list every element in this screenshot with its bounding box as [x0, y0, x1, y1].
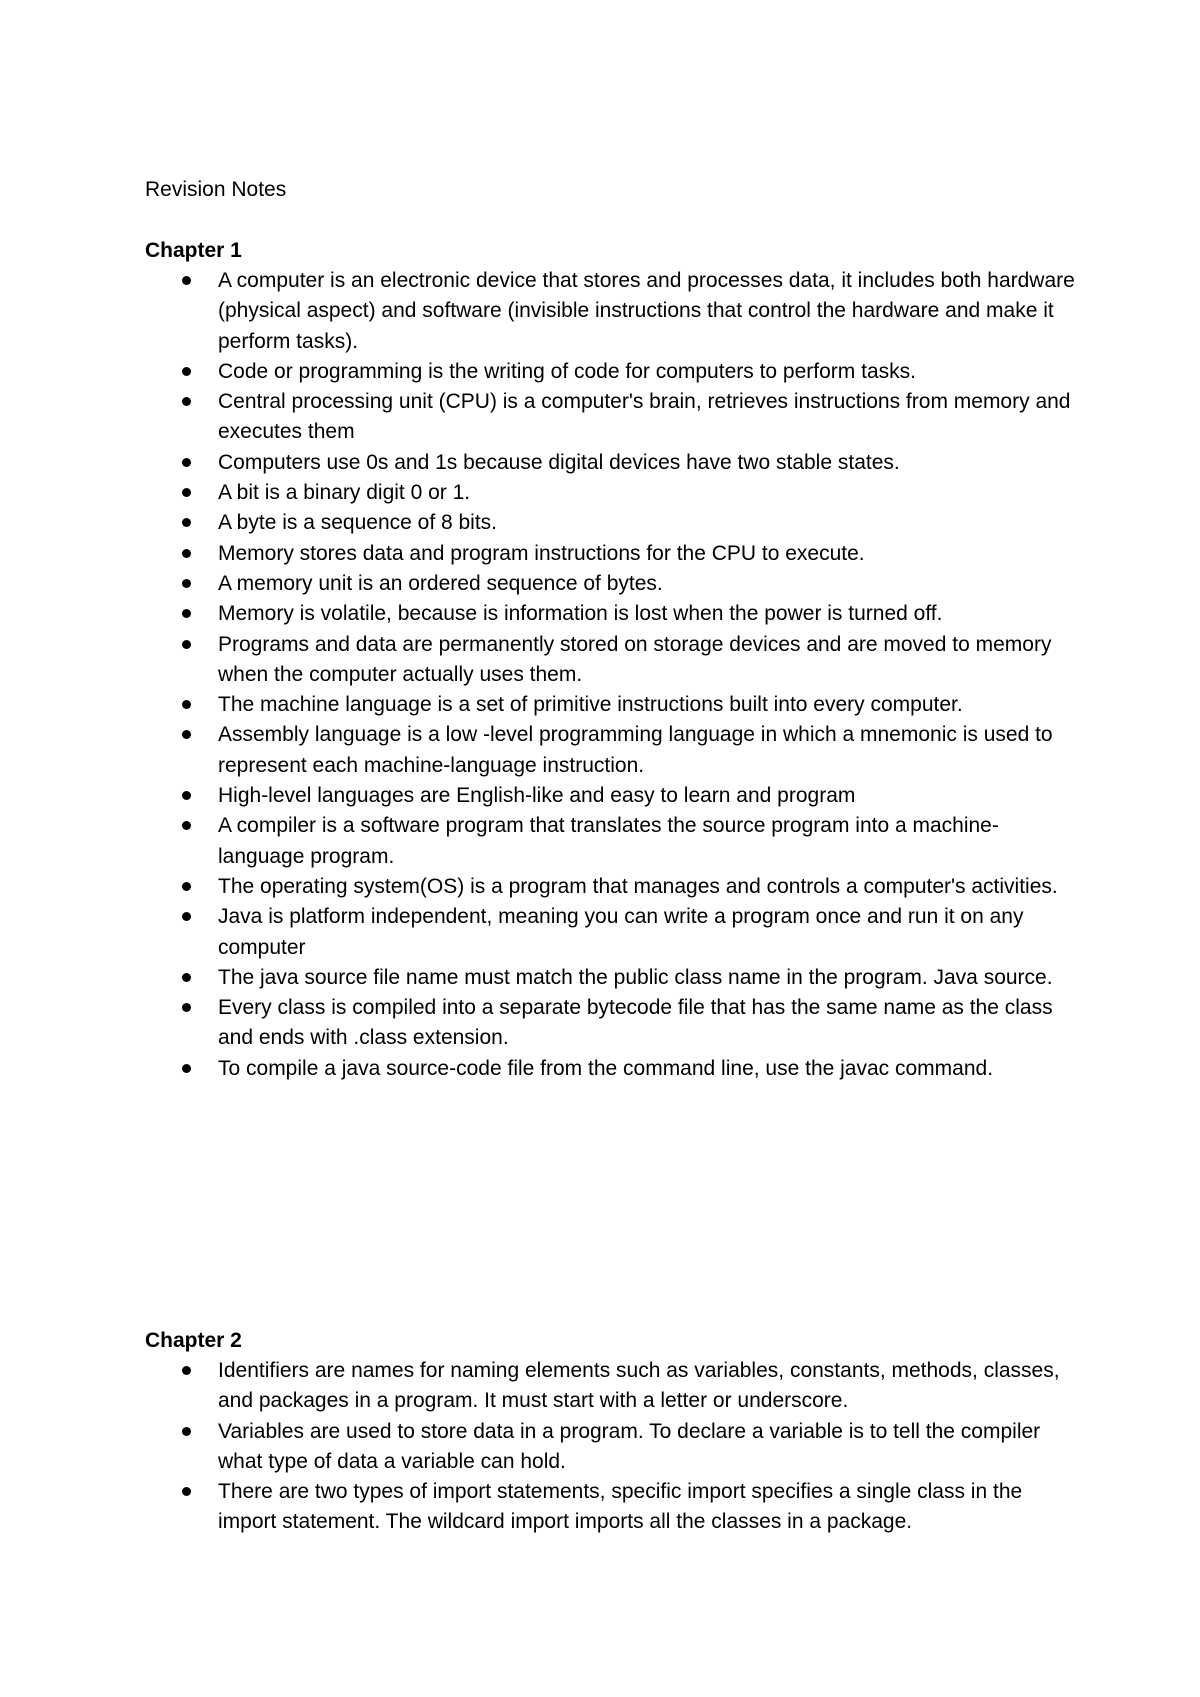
chapter-1-heading: Chapter 1 — [145, 239, 242, 262]
bullet-item — [145, 387, 1075, 448]
bullet-dot-icon — [182, 730, 191, 739]
bullet-item — [145, 357, 1075, 387]
chapter-2-heading: Chapter 2 — [145, 1329, 242, 1352]
bullet-text: Central processing unit (CPU) is a computer's brain, retrieves instructions from memory and executes them — [218, 390, 1071, 444]
bullet-text: Assembly language is a low -level programming language in which a mnemonic is used to represent each machine-language instruction. — [218, 723, 1053, 777]
bullet-dot-icon — [182, 1003, 191, 1012]
bullet-item — [145, 508, 1075, 538]
bullet-item — [145, 720, 1075, 781]
bullet-text: A byte is a sequence of 8 bits. — [218, 511, 498, 535]
bullet-item — [145, 781, 1075, 811]
bullet-dot-icon — [182, 549, 191, 558]
bullet-item — [145, 630, 1075, 691]
bullet-item — [145, 599, 1075, 629]
bullet-dot-icon — [182, 1487, 191, 1496]
chapter-1-section — [145, 236, 1075, 1084]
bullet-text: A compiler is a software program that translates the source program into a machine-language program. — [218, 814, 999, 868]
bullet-item — [145, 539, 1075, 569]
bullet-item — [145, 690, 1075, 720]
bullet-text: The java source file name must match the public class name in the program. Java source. — [218, 965, 1053, 989]
bullet-item — [145, 963, 1075, 993]
bullet-text: There are two types of import statements, specific import specifies a single class in the import statement. The wildcard import imports all the classes in a package. — [218, 1480, 1023, 1534]
bullet-dot-icon — [182, 912, 191, 921]
bullet-dot-icon — [182, 1366, 191, 1375]
chapter-2-section — [145, 1326, 1075, 1538]
bullet-dot-icon — [182, 973, 191, 982]
bullet-item — [145, 811, 1075, 872]
bullet-item — [145, 1054, 1075, 1084]
chapter-2-bullet-list — [145, 1356, 1075, 1538]
bullet-dot-icon — [182, 1064, 191, 1073]
bullet-dot-icon — [182, 791, 191, 800]
bullet-text: Memory is volatile, because is information is lost when the power is turned off. — [218, 602, 943, 626]
bullet-item — [145, 1417, 1075, 1478]
bullet-dot-icon — [182, 640, 191, 649]
bullet-dot-icon — [182, 397, 191, 406]
bullet-text: High-level languages are English-like and easy to learn and program — [218, 784, 856, 808]
bullet-item — [145, 266, 1075, 357]
bullet-text: To compile a java source-code file from the command line, use the javac command. — [218, 1056, 994, 1080]
bullet-text: The operating system(OS) is a program that manages and controls a computer's activities. — [218, 874, 1058, 898]
bullet-dot-icon — [182, 821, 191, 830]
bullet-text: Identifiers are names for naming elements such as variables, constants, methods, classes, and packages in a program. It must start with a letter or underscore. — [218, 1359, 1060, 1413]
bullet-item — [145, 993, 1075, 1054]
bullet-dot-icon — [182, 488, 191, 497]
bullet-dot-icon — [182, 609, 191, 618]
bullet-dot-icon — [182, 1427, 191, 1436]
bullet-dot-icon — [182, 458, 191, 467]
bullet-item — [145, 1356, 1075, 1417]
chapter-1-bullet-list — [145, 266, 1075, 1084]
bullet-text: Memory stores data and program instructions for the CPU to execute. — [218, 541, 865, 565]
bullet-dot-icon — [182, 579, 191, 588]
bullet-item — [145, 872, 1075, 902]
bullet-item — [145, 1477, 1075, 1538]
bullet-text: Code or programming is the writing of code for computers to perform tasks. — [218, 359, 916, 383]
bullet-text: A computer is an electronic device that stores and processes data, it includes both hardware (physical aspect) and software (invisible instructions that control the hardware and make it perform tasks). — [218, 269, 1075, 353]
bullet-item — [145, 478, 1075, 508]
bullet-text: Programs and data are permanently stored on storage devices and are moved to memory when the computer actually uses them. — [218, 632, 1052, 686]
bullet-text: Java is platform independent, meaning you can write a program once and run it on any computer — [218, 905, 1024, 959]
bullet-dot-icon — [182, 882, 191, 891]
bullet-dot-icon — [182, 518, 191, 527]
bullet-dot-icon — [182, 276, 191, 285]
bullet-text: Every class is compiled into a separate bytecode file that has the same name as the class and ends with .class extension. — [218, 996, 1053, 1050]
bullet-text: Computers use 0s and 1s because digital devices have two stable states. — [218, 450, 900, 474]
bullet-dot-icon — [182, 367, 191, 376]
bullet-text: The machine language is a set of primitive instructions built into every computer. — [218, 693, 963, 717]
bullet-dot-icon — [182, 700, 191, 709]
bullet-text: A bit is a binary digit 0 or 1. — [218, 481, 471, 505]
bullet-text: Variables are used to store data in a program. To declare a variable is to tell the compiler what type of data a variable can hold. — [218, 1419, 1041, 1473]
bullet-item — [145, 902, 1075, 963]
document-title: Revision Notes — [145, 178, 287, 201]
bullet-text: A memory unit is an ordered sequence of bytes. — [218, 571, 663, 595]
bullet-item — [145, 569, 1075, 599]
bullet-item — [145, 448, 1075, 478]
